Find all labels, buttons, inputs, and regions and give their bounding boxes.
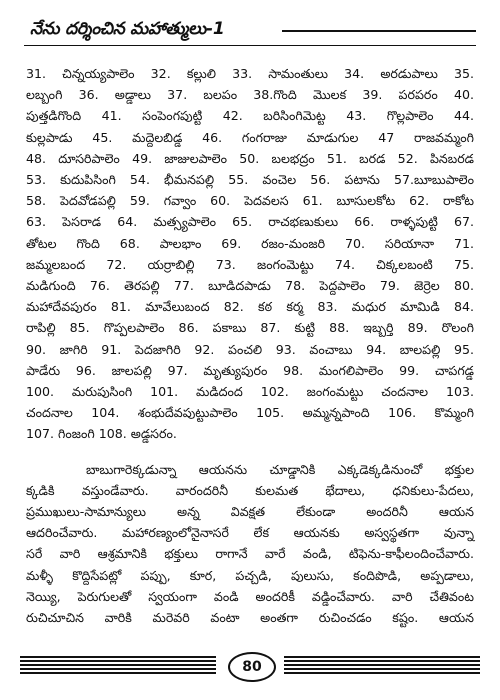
running-title: నేను దర్శించిన మహాత్ములు-1 <box>30 19 225 39</box>
text-line: జమ్మలబంద 72. యర్రాబిల్లి 73. జంగంమెట్టు 74. చిక్కలబంటి 75. <box>26 256 474 272</box>
text-line: రాపిల్లి 85. గొప్పలపాలెం 86. పకాబు 87. కుట్టి 88. ఇబ్బర్తి 89. రొలంగి <box>26 320 474 336</box>
text-line: పుత్తడిగొంది 41. సంపెంగపుట్టి 42. బరిసింగిమెట్ట 43. గొల్లపాలెం 44. <box>26 108 474 124</box>
text-line: లబ్బంగి 36. అడ్డాలు 37. బలపం 38.గొంది మొలక 39. పరపరం 40. <box>26 87 474 103</box>
narrative-paragraph <box>26 459 474 629</box>
page-header <box>24 18 476 44</box>
text-line: మడిగుంది 76. తెరపల్లి 77. బూడిదపాడు 78. పెద్దపాలెం 79. జెర్రెల 80. <box>26 278 474 294</box>
text-line: తోటల గొంది 68. పాలభాం 69. రజం-మంజరి 70. సరియానా 71. <box>26 235 474 251</box>
text-line: 53. కుదుపిసింగి 54. భీమనపల్లి 55. వంచెల 56. పటాను 57.బూబుపాలెం <box>26 172 474 188</box>
text-line: నెయ్యి, పెరుగులతో స్వయంగా వండి అందరికీ వడ్డించేవారు. వారి చేతివంట <box>26 588 474 604</box>
text-line: 48. దూసరిపాలెం 49. జాజులపాలెం 50. బలభద్రం 51. బరడ 52. పినబరడ <box>26 150 474 166</box>
text-line: చందనాల 104. శంభుదేవపుట్టుపాలెం 105. అమ్మన్నపాంది 106. కొమ్మంగి <box>26 405 474 421</box>
header-underline <box>24 45 476 46</box>
text-line: ఆదరించేవారు. మహారణ్యంలోనైనాసరే లేక ఆయనకు అస్వస్థతగా వున్నా <box>26 525 474 541</box>
text-line: క్కడికి వస్తుండేవారు. వారందరినీ కులమత భేదాలు, ధనికులు-పేదలు, <box>26 482 474 498</box>
text-line: రుచిచూచిన వారికి మరెవరి వంటా అంతగా రుచించడం కష్టం. ఆయన <box>26 610 474 626</box>
text-line: 63. పెసరాడ 64. మత్స్యపాలెం 65. రాచభణుకులు 66. రాళ్ళపుట్టి 67. <box>26 214 474 230</box>
text-line: పాడేరు 96. జాలపల్లి 97. మృత్యుపురం 98. మంగలిపాలెం 99. చాపగడ్డ <box>26 362 474 378</box>
text-line: 58. పెదవోడపల్లి 59. గవ్వాం 60. పెదవలస 61. బూసులకోట 62. రాకోట <box>26 193 474 209</box>
text-line: బాబుగారెక్కడున్నా ఆయనను చూడ్డానికి ఎక్కడెక్కడినుంచో భక్తుల <box>86 461 474 477</box>
text-line: 31. చిన్నయ్యపాలెం 32. కల్లులి 33. సామంతులు 34. అరడుపాలు 35. <box>26 66 474 81</box>
village-list-paragraph <box>26 63 474 445</box>
page-number: 80 <box>242 659 262 675</box>
page-number-badge <box>228 652 276 682</box>
text-line: 107. గింజంగి 108. అడ్డసరం. <box>26 426 177 442</box>
text-line: కుల్లపాడు 45. మద్దెలబిడ్డ 46. గంగరాజు మాడుగుల 47 రాజవమ్మంగి <box>26 129 474 145</box>
text-line: 90. జాగిరి 91. పెదజాగిరి 92. పంచలి 93. వంచాబు 94. బాలపల్లి 95. <box>26 341 474 357</box>
text-line: మళ్ళీ కొద్దిసేపట్లో పప్పు, కూర, పచ్చడి, పులుసు, కందిపొడి, అప్పడాలు, <box>26 567 474 583</box>
page-body <box>26 63 474 628</box>
footer-stripes-left <box>20 656 216 676</box>
page-footer <box>20 650 480 684</box>
text-line: మహాదేవపురం 81. మావేలుబంద 82. కఠ కర్మ 83. మధుర మామిడి 84. <box>26 299 474 315</box>
text-line: ప్రముఖులు-సామాన్యులు అన్న వివక్షత లేకుండా అందరినీ ఆయన <box>26 504 474 520</box>
header-rule <box>282 30 476 32</box>
footer-stripes-right <box>284 656 480 676</box>
text-line: 100. మరుపుసింగి 101. మడిదంద 102. జంగంమట్టు చందనాల 103. <box>26 384 474 400</box>
text-line: సరే వారి ఆశ్రమానికి భక్తులు రాగానే వారే వండి, టిఫెను-కాఫీలందించేవారు. <box>26 546 474 562</box>
